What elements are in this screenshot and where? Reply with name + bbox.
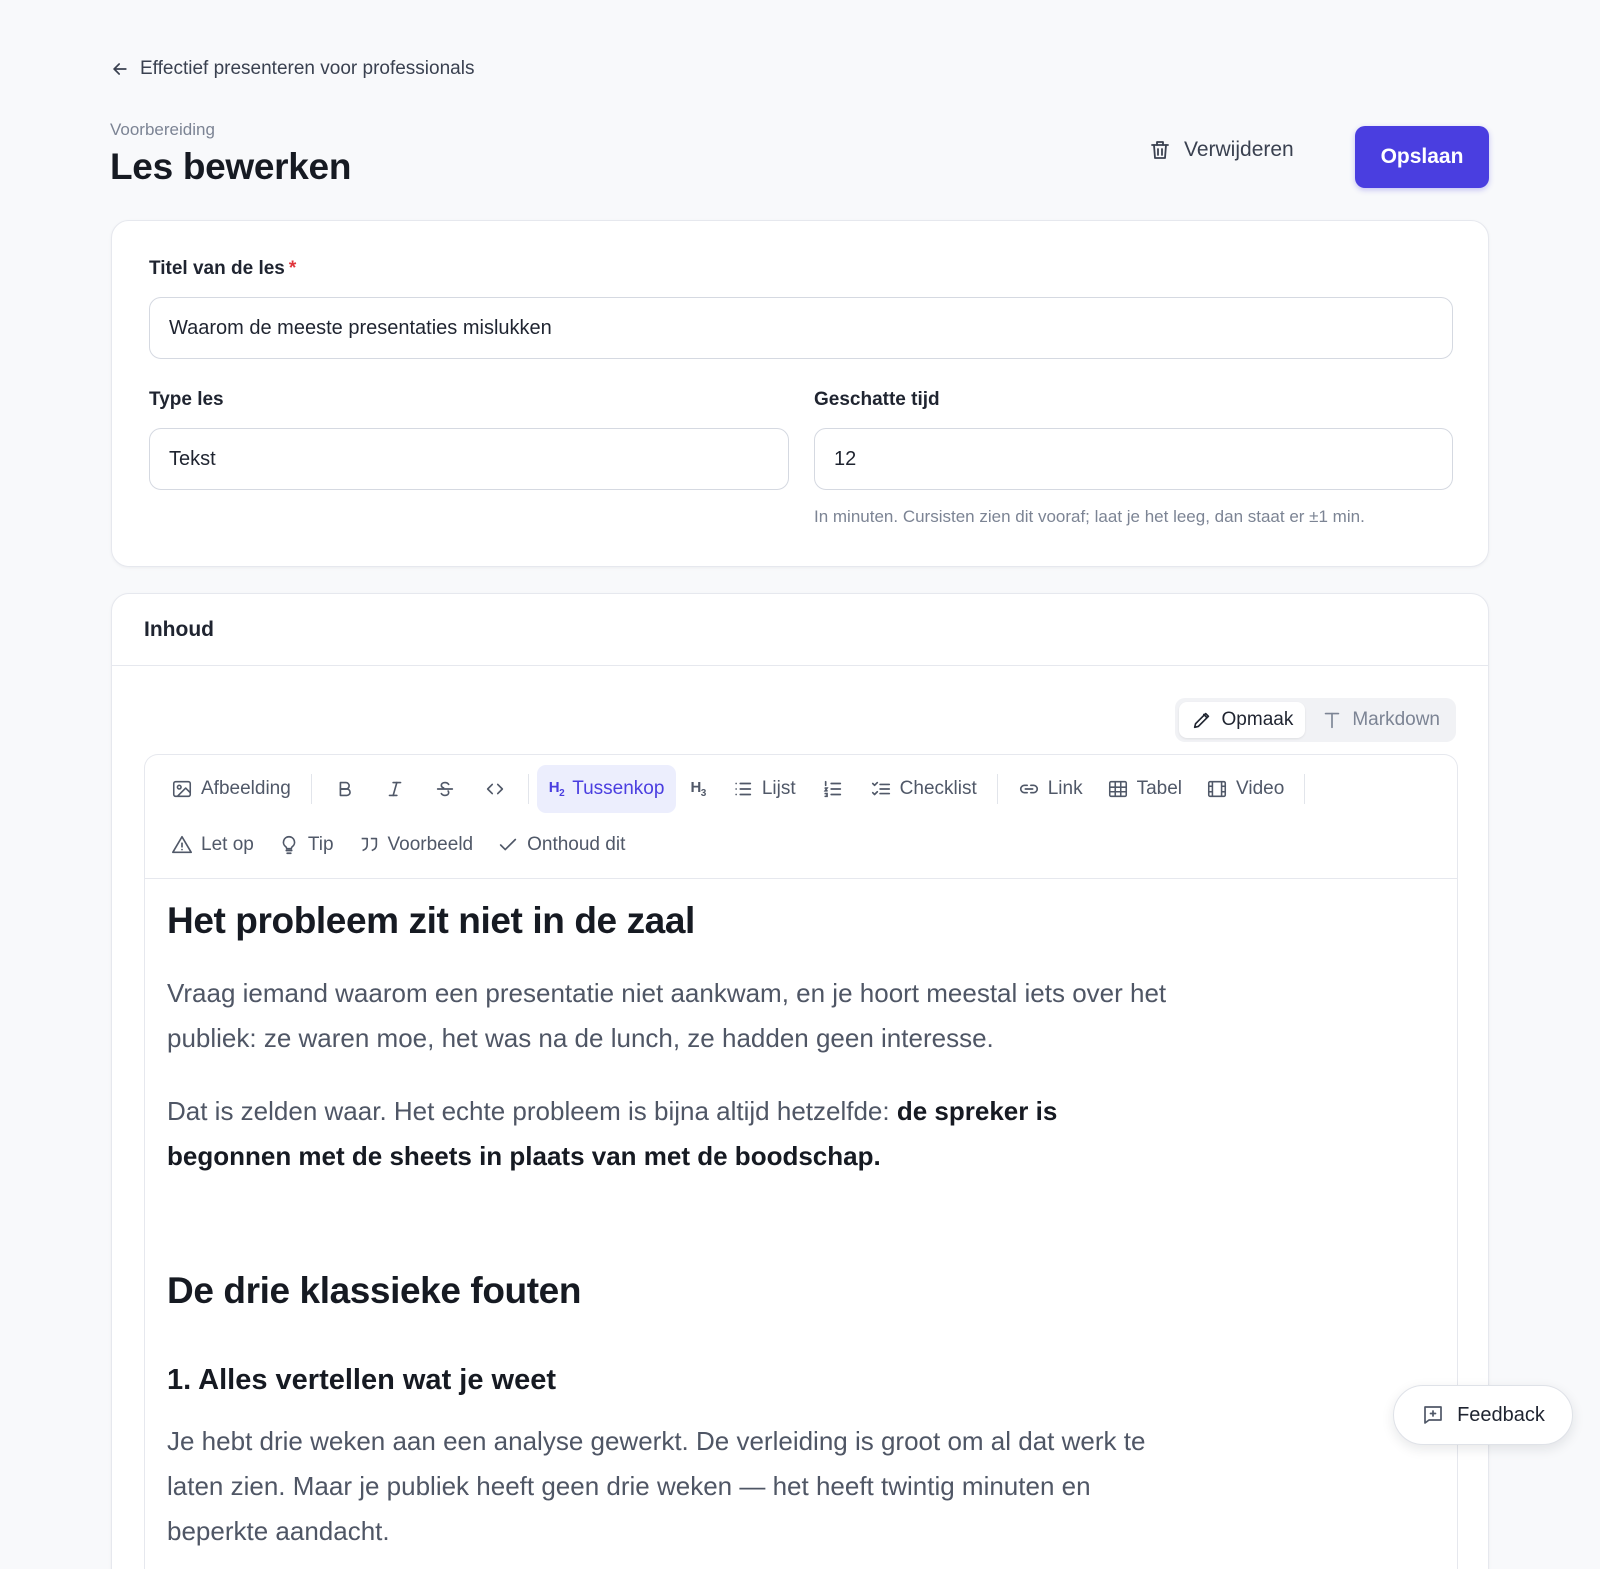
example-callout-button[interactable] xyxy=(346,821,486,869)
toolbar-row-1 xyxy=(159,765,1443,813)
toolbar-row-2 xyxy=(159,821,1443,869)
bullet-list-label: Lijst xyxy=(761,778,796,799)
heading2-button[interactable] xyxy=(537,765,677,813)
video-button[interactable] xyxy=(1194,765,1296,813)
time-field-label: Geschatte tijd xyxy=(814,389,940,410)
mode-markdown-button[interactable] xyxy=(1309,702,1452,738)
editor-content[interactable] xyxy=(145,879,1457,1554)
save-button[interactable]: Opslaan xyxy=(1355,126,1489,188)
type-field-label: Type les xyxy=(149,389,224,410)
bold-button[interactable] xyxy=(320,765,370,813)
italic-icon xyxy=(384,778,406,800)
text-icon xyxy=(1321,709,1343,731)
mode-formatted-button[interactable] xyxy=(1179,702,1306,738)
content-paragraph: Je hebt drie weken aan een analyse gewerkt. De verleiding is groot om al dat werk te laten zien. Maar je publiek heeft geen drie weken — het heeft twintig minuten en beperkte aandacht. xyxy=(167,1425,1146,1546)
bold-text: de spreker is begonnen met de sheets in plaats van met de boodschap. xyxy=(167,1096,1058,1172)
tip-callout-button[interactable] xyxy=(266,821,346,869)
remember-callout-label: Onthoud dit xyxy=(527,834,626,855)
estimated-time-input[interactable]: 12 xyxy=(814,428,1453,490)
check-icon xyxy=(497,834,519,856)
example-callout-label: Voorbeeld xyxy=(387,834,474,855)
quote-icon xyxy=(358,834,380,856)
toolbar-divider xyxy=(311,774,312,804)
content-card-heading: Inhoud xyxy=(112,594,1488,666)
checklist-button[interactable] xyxy=(858,765,989,813)
mode-markdown-label: Markdown xyxy=(1352,709,1440,730)
title-field-label xyxy=(149,258,296,280)
back-link[interactable] xyxy=(110,58,474,80)
feedback-label: Feedback xyxy=(1457,1403,1545,1426)
checklist-icon xyxy=(870,778,892,800)
back-link-label: Effectief presenteren voor professionals xyxy=(140,58,475,79)
lightbulb-icon xyxy=(278,834,300,856)
content-paragraph: Vraag iemand waarom een presentatie niet aankwam, en je hoort meestal iets over het publiek: ze waren moe, het was na de lunch, ze hadden geen interesse. xyxy=(167,978,1167,1054)
numbered-list-button[interactable] xyxy=(808,765,858,813)
required-mark: * xyxy=(288,258,297,279)
content-heading: Het probleem zit niet in de zaal xyxy=(167,900,695,941)
arrow-left-icon xyxy=(110,59,130,79)
table-icon xyxy=(1107,778,1129,800)
feedback-icon xyxy=(1421,1403,1445,1427)
insert-image-button[interactable] xyxy=(159,765,303,813)
warning-callout-label: Let op xyxy=(201,834,254,855)
lesson-details-card xyxy=(111,220,1489,567)
trash-icon xyxy=(1148,138,1172,162)
numbered-list-icon xyxy=(822,778,844,800)
page-title: Les bewerken xyxy=(110,146,352,187)
heading2-label: Tussenkop xyxy=(572,778,665,799)
content-paragraph xyxy=(167,1089,1187,1179)
italic-button[interactable] xyxy=(370,765,420,813)
strikethrough-button[interactable] xyxy=(420,765,470,813)
code-button[interactable] xyxy=(470,765,520,813)
feedback-button[interactable] xyxy=(1393,1385,1573,1445)
warning-icon xyxy=(171,834,193,856)
warning-callout-button[interactable] xyxy=(159,821,266,869)
toolbar-divider xyxy=(1304,774,1305,804)
toolbar-divider xyxy=(528,774,529,804)
editor-toolbar xyxy=(145,755,1457,879)
time-hint: In minuten. Cursisten zien dit vooraf; laat je het leeg, dan staat er ±1 min. xyxy=(814,507,1365,526)
bold-icon xyxy=(334,778,356,800)
bullet-list-button[interactable] xyxy=(720,765,808,813)
lesson-type-select[interactable]: Tekst xyxy=(149,428,789,490)
remember-callout-button[interactable] xyxy=(485,821,637,869)
delete-button[interactable] xyxy=(1148,138,1294,162)
link-icon xyxy=(1018,778,1040,800)
lesson-title-input[interactable]: Waarom de meeste presentaties mislukken xyxy=(149,297,1453,359)
title-field-label-text: Titel van de les xyxy=(149,258,285,279)
content-heading: De drie klassieke fouten xyxy=(167,1270,582,1312)
checklist-label: Checklist xyxy=(899,778,977,799)
table-label: Tabel xyxy=(1136,778,1183,799)
editor-mode-toggle xyxy=(1175,698,1456,742)
table-button[interactable] xyxy=(1095,765,1194,813)
delete-button-label: Verwijderen xyxy=(1184,138,1294,161)
section-eyebrow: Voorbereiding xyxy=(110,120,215,139)
heading3-button[interactable] xyxy=(676,765,719,813)
code-icon xyxy=(484,778,506,800)
heading3-icon: $H_3$ xyxy=(690,779,706,799)
film-icon xyxy=(1206,778,1228,800)
mode-formatted-label: Opmaak xyxy=(1221,709,1294,730)
content-subheading: 1. Alles vertellen wat je weet xyxy=(167,1363,556,1396)
bullet-list-icon xyxy=(732,778,754,800)
heading2-icon: $H_2$ xyxy=(548,779,565,799)
page-header xyxy=(110,120,351,188)
link-label: Link xyxy=(1047,778,1083,799)
paragraph-text: Dat is zelden waar. Het echte probleem is bijna altijd hetzelfde: xyxy=(167,1096,897,1127)
toolbar-divider xyxy=(997,774,998,804)
tip-callout-label: Tip xyxy=(307,834,334,855)
rich-text-editor xyxy=(144,754,1458,1569)
strikethrough-icon xyxy=(434,778,456,800)
image-icon xyxy=(171,778,193,800)
content-card xyxy=(111,593,1489,1569)
video-label: Video xyxy=(1236,778,1285,799)
insert-image-label: Afbeelding xyxy=(201,778,291,799)
link-button[interactable] xyxy=(1006,765,1095,813)
pencil-icon xyxy=(1191,709,1213,731)
